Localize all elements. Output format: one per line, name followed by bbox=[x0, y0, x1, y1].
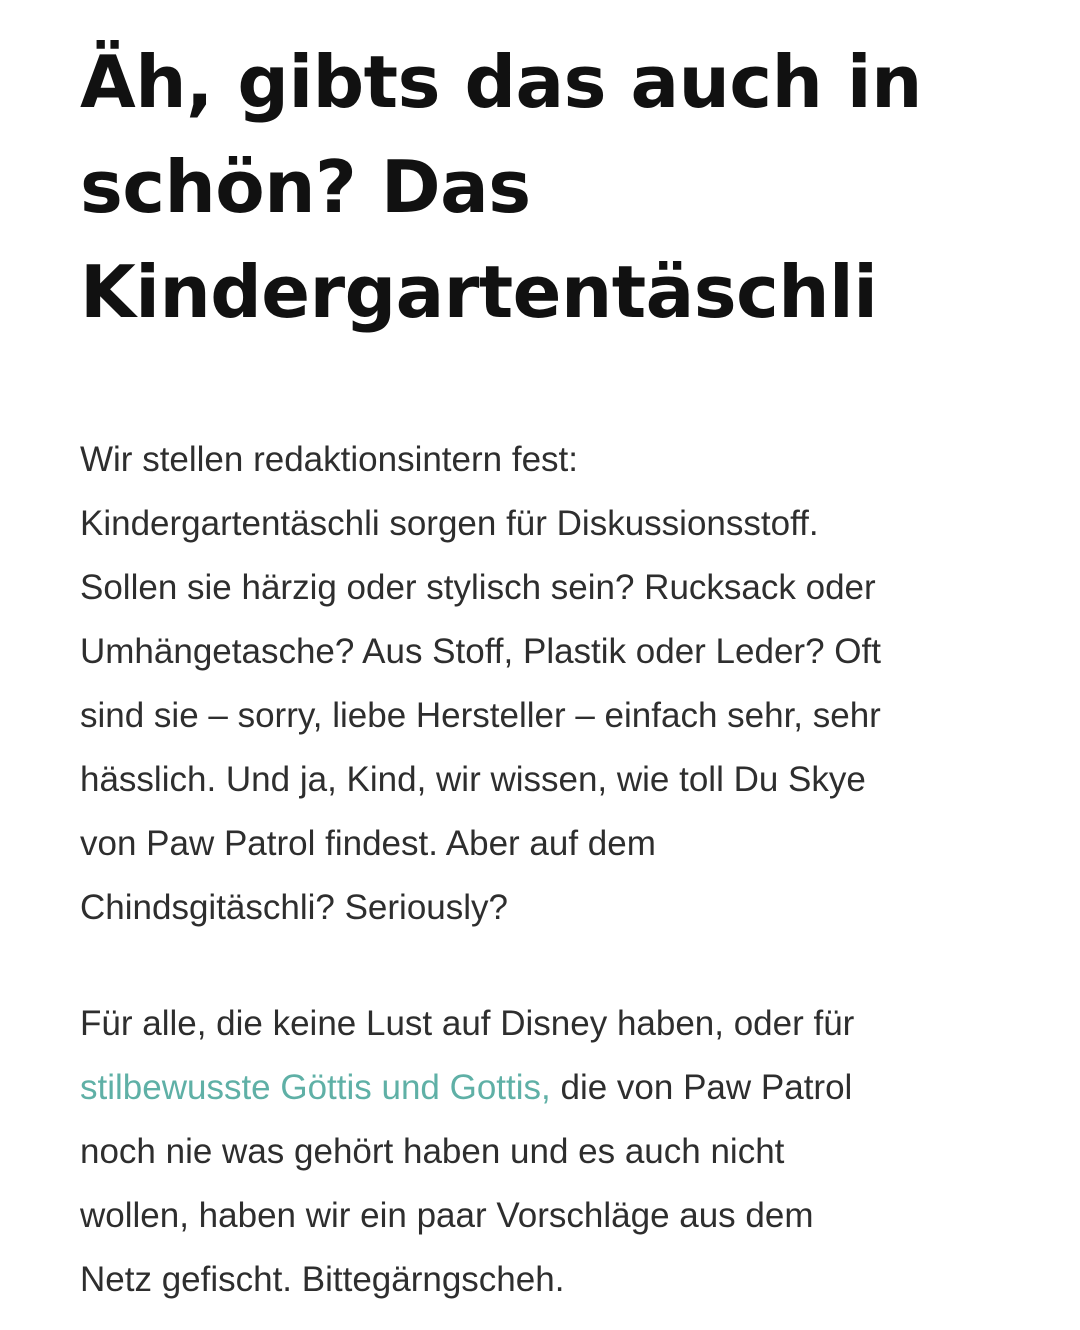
goettis-link[interactable]: stilbewusste Göttis und Gottis, bbox=[80, 1068, 551, 1107]
article-title bbox=[80, 30, 922, 345]
text-line: Für alle, die keine Lust auf Disney haben, oder für bbox=[80, 1004, 855, 1043]
text-line: Kindergartentäschli sorgen für Diskussionsstoff. bbox=[80, 504, 819, 543]
text-line: sind sie – sorry, liebe Hersteller – einfach sehr, sehr bbox=[80, 696, 881, 735]
text-line: hässlich. Und ja, Kind, wir wissen, wie toll Du Skye bbox=[80, 760, 866, 799]
text-line: noch nie was gehört haben und es auch nicht bbox=[80, 1132, 785, 1171]
text-line: von Paw Patrol findest. Aber auf dem bbox=[80, 824, 656, 863]
text-line: Chindsgitäschli? Seriously? bbox=[80, 888, 508, 927]
text-line: Umhängetasche? Aus Stoff, Plastik oder Leder? Oft bbox=[80, 632, 881, 671]
text-fragment: die von Paw Patrol bbox=[550, 1068, 853, 1107]
text-line: Sollen sie härzig oder stylisch sein? Rucksack oder bbox=[80, 568, 876, 607]
second-paragraph bbox=[80, 992, 854, 1312]
text-line: wollen, haben wir ein paar Vorschläge aus dem bbox=[80, 1196, 814, 1235]
title-line: Kindergartentäschli bbox=[80, 250, 878, 334]
intro-paragraph bbox=[80, 428, 881, 940]
title-line: Äh, gibts das auch in bbox=[80, 40, 922, 124]
text-line bbox=[80, 1056, 854, 1120]
text-line: Netz gefischt. Bittegärngscheh. bbox=[80, 1260, 565, 1299]
text-line: Wir stellen redaktionsintern fest: bbox=[80, 440, 578, 479]
title-line: schön? Das bbox=[80, 145, 531, 229]
